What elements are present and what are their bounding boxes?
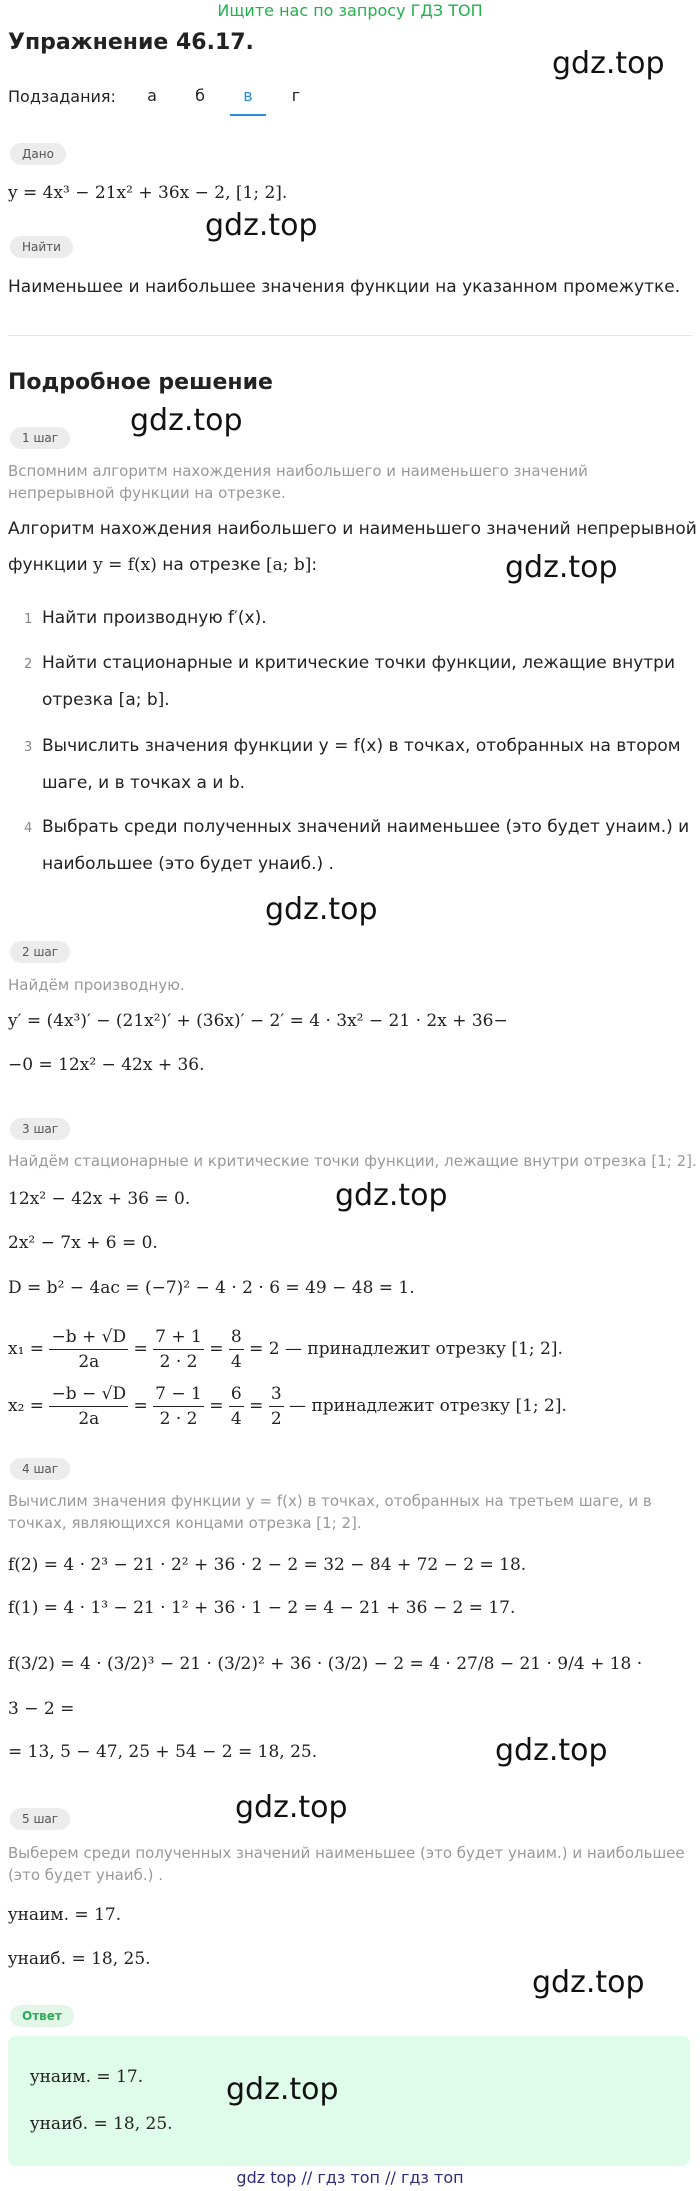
- root-x1-line: x₁ = $\frac{-b + √D}{2a}$ = $\frac{7 + 1}{2 \cdot 2}$ = $\frac{8}{4}$ = 2 — принадлежит отрезку [1; 2].: [8, 1327, 563, 1372]
- value-line: f(1) = 4 · 1³ − 21 · 1² + 36 · 1 − 2 = 4 − 21 + 36 − 2 = 17.: [8, 1598, 516, 1618]
- subtask-tab-b[interactable]: б: [195, 86, 205, 105]
- watermark: gdz.top: [265, 892, 378, 927]
- footer-links[interactable]: gdz top // гдз топ // гдз топ: [236, 2168, 464, 2187]
- algo-item-2: 2 Найти стационарные и критические точки функции, лежащие внутри: [24, 653, 675, 673]
- step-grey-text: Выберем среди полученных значений наименьшее (это будет yнаим.) и наибольшее (это будет yнаиб.) .: [8, 1844, 685, 1884]
- derivative-line-1: y′ = (4x³)′ − (21x²)′ + (36x)′ − 2′ = 4 · 3x² − 21 · 2x + 36−: [8, 1011, 508, 1031]
- equation-line: 12x² − 42x + 36 = 0.: [8, 1189, 191, 1209]
- step-grey-text: Найдём стационарные и критические точки функции, лежащие внутри отрезка [1; 2].: [8, 1152, 697, 1170]
- page-title: Упражнение 46.17.: [8, 30, 254, 55]
- given-formula: y = 4x³ − 21x² + 36x − 2, [1; 2].: [8, 183, 288, 203]
- algo-item-2-cont: отрезка [a; b].: [42, 690, 170, 710]
- value-line: = 13, 5 − 47, 25 + 54 − 2 = 18, 25.: [8, 1742, 318, 1762]
- step-pill: 1 шаг: [10, 427, 70, 449]
- algo-item-1: 1 Найти производную f′(x).: [24, 608, 267, 628]
- section-title: Подробное решение: [8, 370, 273, 395]
- answer-min: yнаим. = 17.: [30, 2067, 144, 2087]
- value-line: f(2) = 4 · 2³ − 21 · 2² + 36 · 2 − 2 = 32 − 84 + 72 − 2 = 18.: [8, 1555, 527, 1575]
- algo-item-3-cont: шаге, и в точках a и b.: [42, 773, 246, 793]
- watermark: gdz.top: [205, 208, 318, 243]
- algo-item-3: 3 Вычислить значения функции y = f(x) в точках, отобранных на втором: [24, 736, 681, 756]
- step-pill: 3 шаг: [10, 1118, 70, 1140]
- step-pill: 2 шаг: [10, 941, 70, 963]
- watermark: gdz.top: [226, 2072, 339, 2107]
- subtask-tab-a[interactable]: а: [147, 86, 157, 105]
- value-line: 3 − 2 =: [8, 1699, 75, 1719]
- derivative-line-2: −0 = 12x² − 42x + 36.: [8, 1055, 205, 1075]
- watermark: gdz.top: [505, 550, 618, 585]
- subtasks-label: Подзадания:: [8, 87, 116, 106]
- result-min: yнаим. = 17.: [8, 1905, 122, 1925]
- divider: [8, 335, 692, 336]
- subtask-tab-v[interactable]: в: [230, 84, 266, 116]
- find-text: Наименьшее и наибольшее значения функции на указанном промежутке.: [8, 277, 681, 297]
- watermark: gdz.top: [552, 46, 665, 81]
- given-pill: Дано: [10, 143, 66, 165]
- result-max: yнаиб. = 18, 25.: [8, 1949, 151, 1969]
- step-grey-text: Вспомним алгоритм нахождения наибольшего и наименьшего значений непрерывной функции на отрезке.: [8, 462, 588, 502]
- value-line: f(3/2) = 4 · (3/2)³ − 21 · (3/2)² + 36 · (3/2) − 2 = 4 · 27/8 − 21 · 9/4 + 18 ·: [8, 1654, 643, 1674]
- watermark: gdz.top: [235, 1790, 348, 1825]
- answer-pill: Ответ: [10, 2005, 74, 2027]
- watermark: gdz.top: [532, 1965, 645, 2000]
- step-grey-text: Найдём производную.: [8, 976, 185, 994]
- equation-line: 2x² − 7x + 6 = 0.: [8, 1233, 158, 1253]
- algo-item-4: 4 Выбрать среди полученных значений наименьшее (это будет yнаим.) и: [24, 817, 690, 837]
- answer-max: yнаиб. = 18, 25.: [30, 2114, 173, 2134]
- step-text: Алгоритм нахождения наибольшего и наименьшего значений непрерывной: [8, 519, 697, 539]
- answer-box: [8, 2036, 690, 2166]
- watermark: gdz.top: [495, 1733, 608, 1768]
- step-grey-text: Вычислим значения функции y = f(x) в точках, отобранных на третьем шаге, и в точках, являющихся концами отрезка [1; 2].: [8, 1492, 652, 1532]
- discriminant-line: D = b² − 4ac = (−7)² − 4 · 2 · 6 = 49 − 48 = 1.: [8, 1278, 415, 1298]
- top-banner[interactable]: Ищите нас по запросу ГДЗ ТОП: [217, 1, 483, 20]
- algo-item-4-cont: наибольшее (это будет yнаиб.) .: [42, 854, 334, 874]
- step-pill: 4 шаг: [10, 1458, 70, 1480]
- find-pill: Найти: [10, 236, 73, 258]
- watermark: gdz.top: [335, 1178, 448, 1213]
- step-pill: 5 шаг: [10, 1808, 70, 1830]
- root-x2-line: x₂ = $\frac{-b - √D}{2a}$ = $\frac{7 - 1}{2 \cdot 2}$ = $\frac{6}{4}$ = $\frac{3}{2}$ — принадлежит отрезку [1; 2].: [8, 1384, 567, 1429]
- watermark: gdz.top: [130, 403, 243, 438]
- step-text: функции y = f(x) на отрезке [a; b]:: [8, 555, 318, 575]
- subtask-tab-g[interactable]: г: [291, 86, 301, 105]
